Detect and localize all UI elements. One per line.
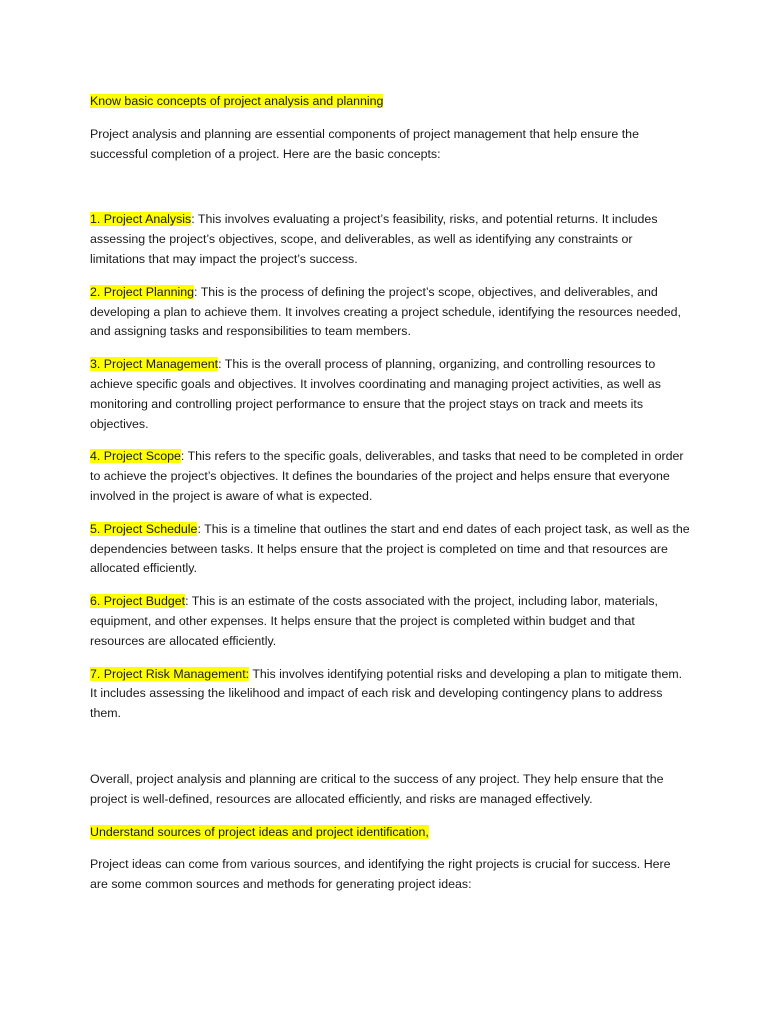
- concept-project-risk-management: [90, 665, 690, 724]
- intro-paragraph: Project analysis and planning are essential components of project management that help ensure the successful completion of a project. Here are the basic concepts:: [90, 126, 639, 161]
- concept-term: 4. Project Scope: [90, 449, 181, 464]
- concept-project-schedule: [90, 520, 690, 579]
- concept-text: This involves identifying potential risks and developing a plan to mitigate them. It includes assessing the likelihood and impact of each risk and developing contingency plans to address them.: [90, 666, 683, 721]
- document-page: [90, 92, 690, 908]
- concept-separator: :: [191, 212, 198, 227]
- concept-separator: :: [194, 284, 201, 299]
- concept-text: This is an estimate of the costs associated with the project, including labor, materials, equipment, and other expenses. It helps ensure that the project is completed within budget and that resources are allocated efficiently.: [90, 594, 658, 648]
- ideas-intro-paragraph: Project ideas can come from various sources, and identifying the right projects is crucial for success. Here are some common sources and methods for generating project ideas:: [90, 857, 671, 892]
- concept-term: 3. Project Management: [90, 357, 219, 372]
- concept-separator: :: [218, 357, 225, 372]
- concept-term: 1. Project Analysis: [90, 212, 192, 227]
- concept-term: 6. Project Budget: [90, 594, 186, 609]
- concept-separator: :: [197, 521, 205, 536]
- highlighted-heading: Understand sources of project ideas and project identification,: [90, 824, 429, 839]
- section-heading-project-ideas: [90, 823, 690, 843]
- concept-text: This is the overall process of planning, organizing, and controlling resources to achieve specific goals and objectives. It involves coordinating and managing project activities, as well as monitoring and controlling project performance to ensure that the project stays on track and meets its objectives.: [90, 357, 661, 431]
- concept-project-planning: [90, 283, 690, 342]
- concept-term: 2. Project Planning: [90, 284, 195, 299]
- concept-text: This is the process of defining the project’s scope, objectives, and deliverables, and developing a plan to achieve them. It involves creating a project schedule, identifying the resources needed, and assigning tasks and responsibilities to team members.: [90, 284, 681, 339]
- concept-project-scope: [90, 447, 690, 506]
- overall-paragraph: Overall, project analysis and planning are critical to the success of any project. They help ensure that the project is well-defined, resources are allocated efficiently, and risks are managed effectively.: [90, 771, 664, 806]
- concept-text: This involves evaluating a project’s feasibility, risks, and potential returns. It includes assessing the project’s objectives, scope, and deliverables, as well as identifying any constraints or limitations that may impact the project’s success.: [90, 212, 658, 266]
- concept-text: This refers to the specific goals, deliverables, and tasks that need to be completed in order to achieve the project’s objectives. It defines the boundaries of the project and helps ensure that everyone involved in the project is aware of what is expected.: [90, 449, 684, 503]
- section-heading-basic-concepts: [90, 92, 690, 112]
- concept-text: This is a timeline that outlines the start and end dates of each project task, as well as the dependencies between tasks. It helps ensure that the project is completed on time and that resources are allocated efficiently.: [90, 521, 690, 576]
- concept-term: 5. Project Schedule: [90, 521, 198, 536]
- concept-separator: :: [180, 449, 188, 464]
- concept-term: 7. Project Risk Management:: [90, 666, 250, 681]
- concept-separator: :: [185, 594, 192, 609]
- highlighted-heading: Know basic concepts of project analysis and planning: [90, 94, 384, 108]
- concept-project-analysis: [90, 210, 690, 269]
- concept-project-budget: [90, 592, 690, 651]
- concept-project-management: [90, 355, 690, 434]
